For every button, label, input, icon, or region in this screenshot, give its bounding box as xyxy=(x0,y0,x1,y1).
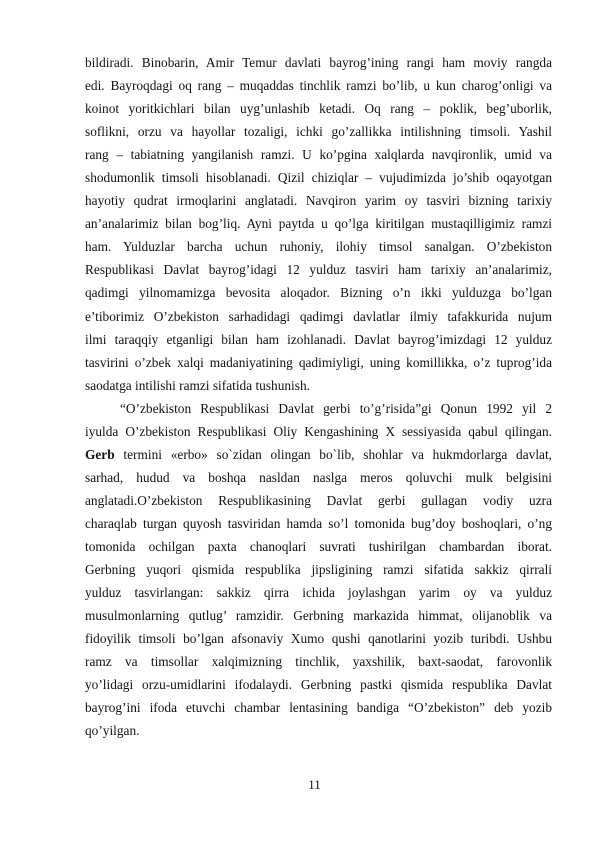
text-line: saodatga intilishi ramzi sifatida tushunish. xyxy=(85,377,310,393)
text-line: soflikni, orzu va hayollar tozaligi, ichki go’zallikka intilishning timsoli. Yashil xyxy=(85,124,552,140)
body-text xyxy=(85,51,552,742)
text-line: yulduz tasvirlangan: sakkiz qirra ichida joylashgan yarim oy va yulduz xyxy=(85,585,552,601)
paragraph-state-emblem xyxy=(85,397,552,743)
text-line: tomonida ochilgan paxta chanoqlari suvrati tushirilgan chambardan iborat. xyxy=(85,538,552,554)
text-line: shodumonlik timsoli hisoblanadi. Qizil chiziqlar – vujudimizda jo’shib oqayotgan xyxy=(85,170,552,186)
text-line: bildiradi. Binobarin, Amir Temur davlati bayrog’ining rangi ham moviy rangda xyxy=(85,55,552,70)
text-line: anglatadi.O’zbekiston Respublikasining Davlat gerbi gullagan vodiy uzra xyxy=(85,492,552,508)
page-number: 11 xyxy=(308,777,321,792)
text-line: tasvirini o’zbek xalqi madaniyatining qadimiyligi, uning komillikka, o’z tuprog’ida xyxy=(85,354,552,370)
text-line: edi. Bayroqdagi oq rang – muqaddas tinchlik ramzi bo’lib, u kun charog’onligi va xyxy=(85,78,552,94)
text-line: sarhad, hudud va boshqa nasldan naslga meros qoluvchi mulk belgisini xyxy=(85,469,552,485)
text-line: hayotiy qudrat irmoqlarini anglatadi. Navqiron yarim oy tasviri bizning tarixiy xyxy=(85,193,552,209)
text-line: yo’lidagi orzu-umidlarini ifodalaydi. Gerbning pastki qismida respublika Davlat xyxy=(85,677,552,693)
text-line: musulmonlarning qutlug’ ramzidir. Gerbning markazida himmat, olijanoblik va xyxy=(85,608,552,624)
text-line: koinot yoritkichlari bilan uyg’unlashib ketadi. Oq rang – poklik, beg’uborlik, xyxy=(85,101,552,117)
text-line: charaqlab turgan quyosh tasviridan hamda so’l tomonida bug’doy boshoqlari, o’ng xyxy=(85,515,552,531)
text-line: rang – tabiatning yangilanish ramzi. U ko’pgina xalqlarda navqironlik, umid va xyxy=(85,147,552,163)
text-line: ilmi taraqqiy etganligi bilan ham izohlanadi. Davlat bayrog’imizdagi 12 yulduz xyxy=(85,331,552,347)
text-line: Respublikasi Davlat bayrog’idagi 12 yulduz tasviri ham tarixiy an’analarimiz, xyxy=(85,262,552,278)
text-line: ham. Yulduzlar barcha uchun ruhoniy, ilohiy timsol sanalgan. O’zbekiston xyxy=(85,239,552,255)
text-line: ramz va timsollar xalqimizning tinchlik, yaxshilik, baxt-saodat, farovonlik xyxy=(85,654,552,670)
text-line: bayrog’ini ifoda etuvchi chambar lentasining bandiga “O’zbekiston” deb yozib xyxy=(85,700,552,716)
text-line: iyulda O’zbekiston Respublikasi Oliy Kengashining X sessiyasida qabul qilingan. xyxy=(85,423,552,439)
text-line: e’tiborimiz O’zbekiston sarhadidagi qadimgi davlatlar ilmiy tafakkurida nujum xyxy=(85,308,552,324)
text-line: Gerbning yuqori qismida respublika jipsligining ramzi sifatida sakkiz qirrali xyxy=(85,562,552,578)
paragraph-flag-symbolism xyxy=(85,51,552,397)
text-line: fidoyilik timsoli bo’lgan afsonaviy Xumo qushi qanotlarini yozib turibdi. Ushbu xyxy=(85,631,552,647)
text-line: “O’zbekiston Respublikasi Davlat gerbi to’g’risida”gi Qonun 1992 yil 2 xyxy=(120,400,552,416)
text-line xyxy=(85,443,552,466)
gerb-term: Gerb xyxy=(85,446,115,462)
text-line: qo’yilgan. xyxy=(85,723,140,739)
text-line: an’analarimiz bilan bog’liq. Ayni paytda u qo’lga kiritilgan mustaqilligimiz ramzi xyxy=(85,216,552,232)
text-line: qadimgi yilnomamizga bevosita aloqador. Bizning o’n ikki yulduzga bo’lgan xyxy=(85,285,552,301)
gerb-definition: termini «erbo» so`zidan olingan bo`lib, shohlar va hukmdorlarga davlat, xyxy=(114,446,552,462)
